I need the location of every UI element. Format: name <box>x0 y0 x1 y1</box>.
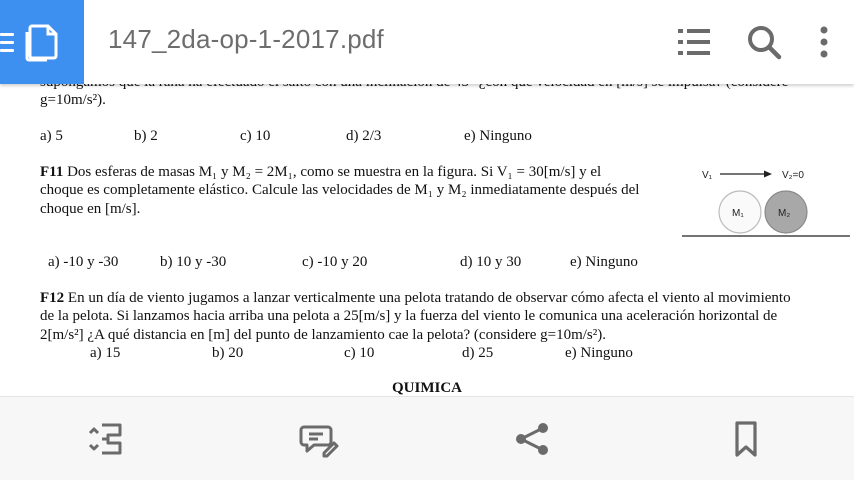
more-vert-icon[interactable] <box>804 22 844 62</box>
pdf-page[interactable] <box>0 84 854 396</box>
option-c: c) 10 <box>240 128 271 144</box>
previous-question-continuation: g=10m/s²). <box>40 92 106 108</box>
option-b: b) 10 y -30 <box>160 254 227 270</box>
option-d: d) 10 y 30 <box>460 254 522 270</box>
question-text-line: de la pelota. Si lanzamos hacia arriba una pelota a 25[m/s] y la fuerza del viento le comunica una aceleración horizontal de <box>40 308 778 324</box>
option-d: d) 2/3 <box>346 128 382 144</box>
option-e: e) Ninguno <box>570 254 638 270</box>
question-text-line: choque en [m/s]. <box>40 201 141 217</box>
m2-label: M₂ <box>778 208 791 219</box>
menu-icon[interactable] <box>0 33 14 57</box>
option-e: e) Ninguno <box>565 345 633 361</box>
files-icon <box>24 22 60 62</box>
option-c: c) 10 <box>344 345 375 361</box>
m1-label: M₁ <box>732 208 744 219</box>
v2-label: V₂=0 <box>782 170 804 181</box>
reflow-icon[interactable] <box>86 419 126 459</box>
bottom-toolbar <box>0 396 854 480</box>
option-c: c) -10 y 20 <box>302 254 368 270</box>
option-d: d) 25 <box>462 345 494 361</box>
option-b: b) 20 <box>212 345 244 361</box>
question-text-line: En un día de viento jugamos a lanzar verticalmente una pelota tratando de observar cómo afecta el viento al movimiento <box>67 290 791 306</box>
question-text-line: Dos esferas de masas M₁ y M₂ = 2M₁, como se muestra en la figura. Si V₁ = 30[m/s] y el <box>67 164 602 180</box>
bookmark-icon[interactable] <box>726 419 766 459</box>
option-e: e) Ninguno <box>464 128 532 144</box>
option-a: a) 15 <box>90 345 121 361</box>
top-app-bar <box>0 0 854 84</box>
question-label: F12 <box>40 290 65 306</box>
question-label: F11 <box>40 164 64 180</box>
v1-label: V₁ <box>702 170 713 181</box>
share-icon[interactable] <box>512 419 552 459</box>
search-icon[interactable] <box>744 22 784 62</box>
collision-figure <box>680 164 852 240</box>
section-title: QUIMICA <box>392 380 462 396</box>
document-title: 147_2da-op-1-2017.pdf <box>108 24 384 54</box>
arrow-head <box>764 171 772 178</box>
list-icon[interactable] <box>674 22 714 62</box>
comment-icon[interactable] <box>298 419 338 459</box>
option-b: b) 2 <box>134 128 158 144</box>
question-text-line: choque es completamente elástico. Calcule las velocidades de M₁ y M₂ inmediatamente después del <box>40 182 640 198</box>
question-text-line: 2[m/s²] ¿A qué distancia en [m] del punto de lanzamiento cae la pelota? (considere g=10m/s²). <box>40 327 607 343</box>
option-a: a) -10 y -30 <box>48 254 119 270</box>
option-a: a) 5 <box>40 128 63 144</box>
app-files-button[interactable] <box>0 0 84 84</box>
